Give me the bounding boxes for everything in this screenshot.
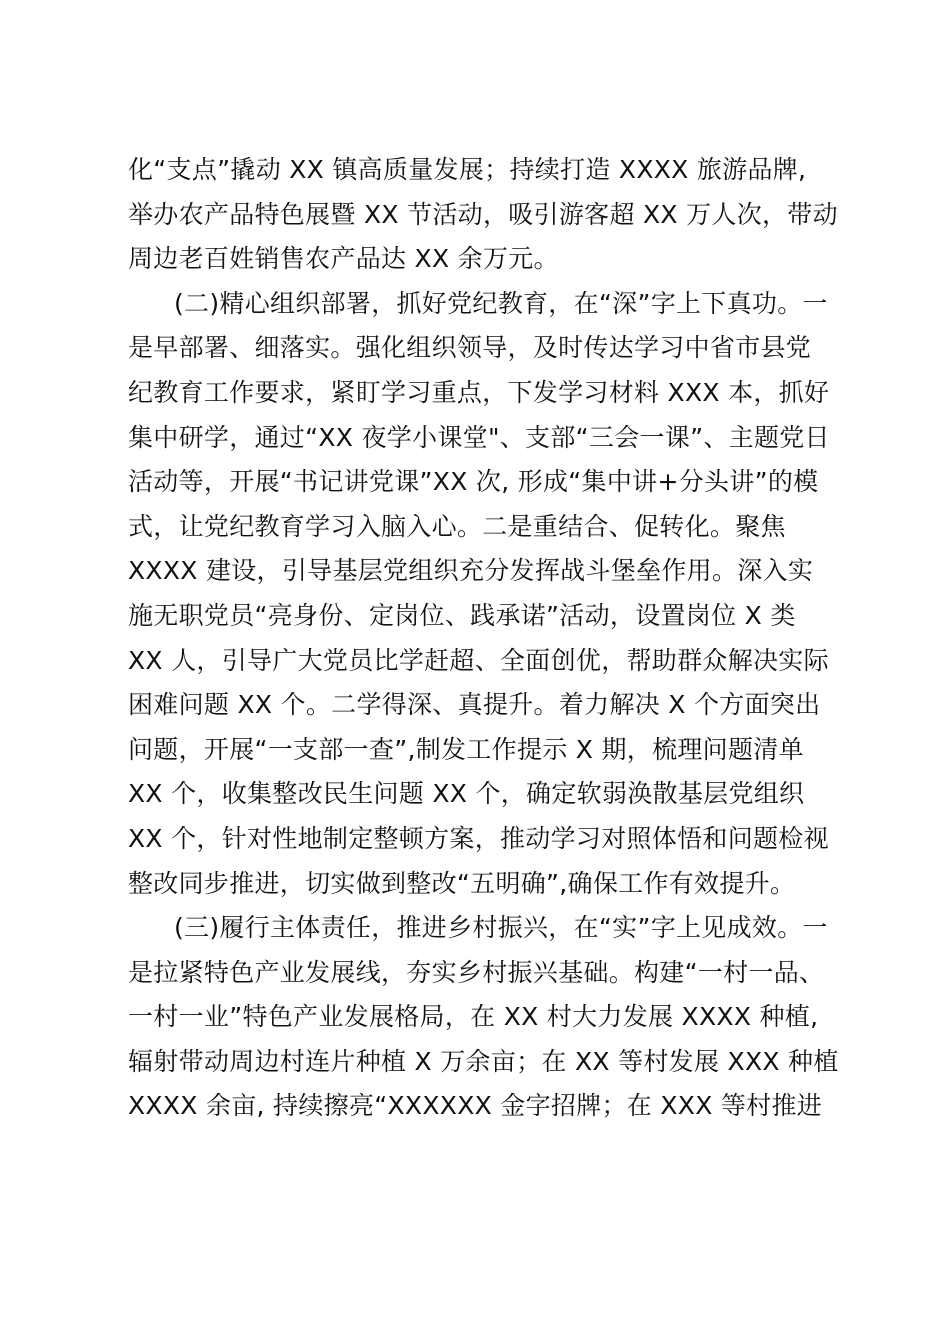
text-line: 困难问题 XX 个。二学得深、真提升。着力解决 X 个方面突出 — [128, 690, 821, 720]
text-line: 问题，开展“一支部一查”,制发工作提示 X 期，梳理问题清单 — [128, 734, 804, 764]
text-line: XXXX 余亩, 持续擦亮“XXXXXX 金字招牌；在 XXX 等村推进 — [128, 1091, 823, 1121]
text-line: 活动等，开展“书记讲党课”XX 次, 形成“集中讲+分头讲”的模 — [128, 467, 819, 497]
text-line: 整改同步推进，切实做到整改“五明确”,确保工作有效提升。 — [128, 868, 796, 898]
text-line: 辐射带动周边村连片种植 X 万余亩；在 XX 等村发展 XXX 种植 — [128, 1046, 839, 1076]
text-line: 是拉紧特色产业发展线，夯实乡村振兴基础。构建“一村一品、 — [128, 957, 825, 987]
text-line: 一村一业”特色产业发展格局，在 XX 村大力发展 XXXX 种植, — [128, 1002, 819, 1032]
text-line: XX 个，针对性地制定整顿方案，推动学习对照体悟和问题检视 — [128, 823, 829, 853]
text-line: 纪教育工作要求，紧盯学习重点，下发学习材料 XXX 本，抓好 — [128, 377, 830, 407]
section-heading-line: (三)履行主体责任，推进乡村振兴，在“实”字上见成效。一 — [174, 913, 828, 943]
section-heading-line: (二)精心组织部署，抓好党纪教育，在“深”字上下真功。一 — [174, 288, 828, 318]
text-line: XX 人，引导广大党员比学赶超、全面创优，帮助群众解决实际 — [128, 645, 829, 675]
text-line: 集中研学，通过“XX 夜学小课堂"、支部“三会一课”、主题党日 — [128, 422, 830, 452]
text-line: XXXX 建设，引导基层党组织充分发挥战斗堡垒作用。深入实 — [128, 556, 814, 586]
text-line: 化“支点”撬动 XX 镇高质量发展；持续打造 XXXX 旅游品牌, — [128, 155, 807, 184]
text-line: 周边老百姓销售农产品达 XX 余万元。 — [128, 244, 559, 274]
text-line: 式，让党纪教育学习入脑入心。二是重结合、促转化。聚焦 — [128, 511, 786, 541]
text-line: 是早部署、细落实。强化组织领导，及时传达学习中省市县党 — [128, 333, 812, 363]
document-body — [128, 148, 839, 1129]
text-line: 施无职党员“亮身份、定岗位、践承诺”活动，设置岗位 X 类 — [128, 600, 796, 630]
text-line: XX 个，收集整改民生问题 XX 个，确定软弱涣散基层党组织 — [128, 779, 805, 809]
text-line: 举办农产品特色展暨 XX 节活动，吸引游客超 XX 万人次，带动 — [128, 199, 838, 229]
